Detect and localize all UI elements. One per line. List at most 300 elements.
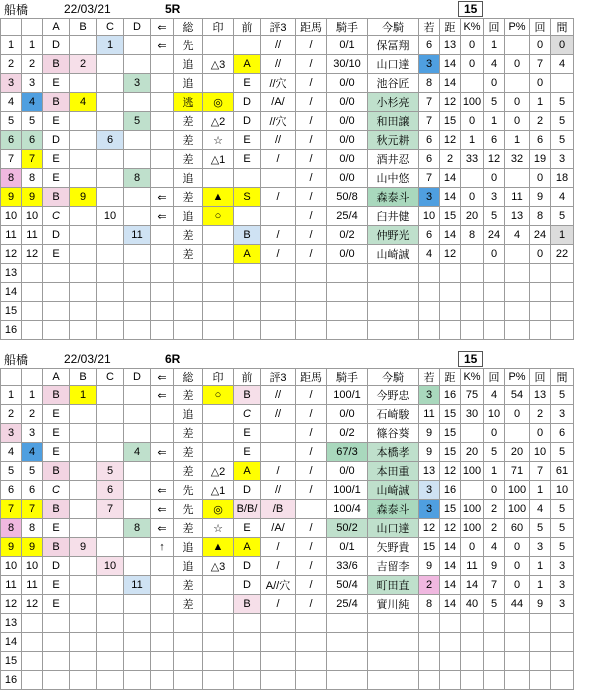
- table-row[interactable]: [1, 633, 574, 652]
- cell-n1: 10: [1, 207, 22, 226]
- cell-B: 1: [70, 386, 97, 405]
- cell-p: 54: [505, 386, 530, 405]
- cell-kyo: 16: [440, 386, 461, 405]
- cell-kan: [551, 302, 574, 321]
- cell-kai2: 7: [530, 462, 551, 481]
- table-row[interactable]: [1, 321, 574, 340]
- cell-kai2: 3: [530, 538, 551, 557]
- cell-shirushi: ☆: [203, 131, 234, 150]
- cell-ar: [151, 169, 174, 188]
- table-row[interactable]: [1, 481, 574, 500]
- cell-kyo: 15: [440, 405, 461, 424]
- cell-kai: 0: [484, 74, 505, 93]
- table-row[interactable]: [1, 207, 574, 226]
- cell-n1: 11: [1, 576, 22, 595]
- cell-kan: 5: [551, 386, 574, 405]
- cell-D: [124, 462, 151, 481]
- cell-kai2: 0: [530, 74, 551, 93]
- cell-C: [97, 576, 124, 595]
- cell-kishu: [327, 283, 368, 302]
- cell-A: D: [43, 131, 70, 150]
- cell-A: [43, 302, 70, 321]
- cell-k: 0: [461, 36, 484, 55]
- cell-k: [461, 424, 484, 443]
- cell-shirushi: ◎: [203, 93, 234, 112]
- cell-D: [124, 245, 151, 264]
- cell-kai: 2: [484, 519, 505, 538]
- cell-B: [70, 557, 97, 576]
- cell-waka: 7: [419, 93, 440, 112]
- cell-n1: 11: [1, 226, 22, 245]
- cell-kyori: /: [296, 188, 327, 207]
- cell-D: [124, 557, 151, 576]
- table-row[interactable]: [1, 93, 574, 112]
- table-row[interactable]: [1, 245, 574, 264]
- cell-mae: E: [234, 519, 261, 538]
- column-header-shirushi: 印: [203, 369, 234, 386]
- cell-kyo: 15: [440, 500, 461, 519]
- cell-shirushi: [203, 302, 234, 321]
- cell-sou: 追: [174, 74, 203, 93]
- cell-B: [70, 321, 97, 340]
- cell-shirushi: ◎: [203, 500, 234, 519]
- cell-kan: [551, 321, 574, 340]
- cell-kyo: [440, 264, 461, 283]
- cell-waka: 15: [419, 538, 440, 557]
- cell-C: 7: [97, 500, 124, 519]
- cell-A: [43, 614, 70, 633]
- cell-sou: 追: [174, 207, 203, 226]
- table-row[interactable]: [1, 424, 574, 443]
- cell-n2: 3: [22, 74, 43, 93]
- cell-p: 60: [505, 519, 530, 538]
- cell-mae: E: [234, 150, 261, 169]
- cell-B: [70, 614, 97, 633]
- cell-kai2: 1: [530, 576, 551, 595]
- column-header-D: D: [124, 19, 151, 36]
- cell-kishu: 30/10: [327, 55, 368, 74]
- column-header-kai: 回: [484, 19, 505, 36]
- cell-waka: 13: [419, 462, 440, 481]
- cell-imakishu: 森泰斗: [368, 500, 419, 519]
- cell-kai2: 0: [530, 169, 551, 188]
- cell-kyori: /: [296, 405, 327, 424]
- cell-kishu: 0/0: [327, 150, 368, 169]
- cell-kishu: [327, 671, 368, 690]
- cell-kai: 5: [484, 595, 505, 614]
- cell-kyori: [296, 283, 327, 302]
- cell-kan: 5: [551, 538, 574, 557]
- cell-hyo: [261, 652, 296, 671]
- cell-A: B: [43, 188, 70, 207]
- table-row[interactable]: [1, 74, 574, 93]
- cell-kishu: [327, 652, 368, 671]
- cell-kyo: 12: [440, 131, 461, 150]
- cell-sou: 追: [174, 55, 203, 74]
- cell-C: [97, 283, 124, 302]
- table-row[interactable]: [1, 36, 574, 55]
- cell-waka: 7: [419, 112, 440, 131]
- column-header-k: K%: [461, 19, 484, 36]
- cell-n2: 6: [22, 131, 43, 150]
- cell-waka: 4: [419, 245, 440, 264]
- table-row[interactable]: [1, 226, 574, 245]
- cell-B: [70, 443, 97, 462]
- cell-kai2: 0: [530, 245, 551, 264]
- cell-A: [43, 321, 70, 340]
- cell-shirushi: ☆: [203, 519, 234, 538]
- table-row[interactable]: [1, 519, 574, 538]
- cell-kyori: /: [296, 443, 327, 462]
- cell-n1: 13: [1, 614, 22, 633]
- cell-D: [124, 405, 151, 424]
- cell-kyo: [440, 633, 461, 652]
- race-date: 22/03/21: [64, 2, 111, 16]
- cell-kai: [484, 283, 505, 302]
- cell-kyo: 12: [440, 462, 461, 481]
- column-header-B: B: [70, 19, 97, 36]
- cell-hyo: [261, 283, 296, 302]
- cell-kyo: 14: [440, 74, 461, 93]
- cell-kyori: /: [296, 538, 327, 557]
- cell-D: 5: [124, 112, 151, 131]
- cell-D: [124, 614, 151, 633]
- race-date: 22/03/21: [64, 352, 111, 366]
- cell-n1: 6: [1, 481, 22, 500]
- cell-shirushi: [203, 633, 234, 652]
- cell-mae: E: [234, 424, 261, 443]
- cell-sou: 差: [174, 131, 203, 150]
- cell-imakishu: 臼井健: [368, 207, 419, 226]
- cell-k: [461, 169, 484, 188]
- table-row[interactable]: [1, 131, 574, 150]
- race-header: [0, 0, 609, 18]
- cell-sou: 先: [174, 36, 203, 55]
- cell-B: [70, 131, 97, 150]
- cell-D: [124, 652, 151, 671]
- cell-kan: [551, 614, 574, 633]
- cell-B: [70, 519, 97, 538]
- cell-kyo: 14: [440, 188, 461, 207]
- table-row[interactable]: [1, 112, 574, 131]
- cell-n1: 3: [1, 74, 22, 93]
- column-header-n2: [22, 369, 43, 386]
- table-row[interactable]: [1, 405, 574, 424]
- cell-n2: 2: [22, 405, 43, 424]
- cell-imakishu: 山崎誠: [368, 481, 419, 500]
- table-row[interactable]: [1, 576, 574, 595]
- cell-A: [43, 264, 70, 283]
- cell-n2: 10: [22, 557, 43, 576]
- cell-n1: 13: [1, 264, 22, 283]
- cell-kyo: [440, 652, 461, 671]
- cell-mae: [234, 207, 261, 226]
- cell-B: [70, 36, 97, 55]
- cell-kishu: 0/0: [327, 131, 368, 150]
- cell-kan: 5: [551, 443, 574, 462]
- cell-mae: B: [234, 595, 261, 614]
- cell-hyo: [261, 264, 296, 283]
- cell-kan: [551, 283, 574, 302]
- cell-n1: 2: [1, 55, 22, 74]
- cell-kyori: [296, 302, 327, 321]
- cell-hyo: /: [261, 245, 296, 264]
- cell-k: [461, 481, 484, 500]
- race-block: [0, 350, 609, 690]
- cell-hyo: [261, 671, 296, 690]
- cell-kai2: [530, 321, 551, 340]
- cell-p: 44: [505, 595, 530, 614]
- cell-kishu: 0/2: [327, 424, 368, 443]
- table-row[interactable]: [1, 557, 574, 576]
- table-row[interactable]: [1, 538, 574, 557]
- cell-ar: [151, 614, 174, 633]
- cell-shirushi: [203, 74, 234, 93]
- cell-ar: [151, 462, 174, 481]
- cell-kai2: [530, 633, 551, 652]
- cell-imakishu: 池谷匠: [368, 74, 419, 93]
- cell-kishu: [327, 321, 368, 340]
- cell-n1: 5: [1, 462, 22, 481]
- cell-waka: 9: [419, 424, 440, 443]
- cell-mae: [234, 652, 261, 671]
- cell-imakishu: 本田重: [368, 462, 419, 481]
- cell-sou: 追: [174, 169, 203, 188]
- cell-kai: [484, 652, 505, 671]
- cell-n2: 5: [22, 112, 43, 131]
- race-block: [0, 0, 609, 340]
- cell-B: [70, 576, 97, 595]
- table-row[interactable]: [1, 188, 574, 207]
- cell-A: E: [43, 245, 70, 264]
- cell-A: B: [43, 500, 70, 519]
- table-row[interactable]: [1, 652, 574, 671]
- cell-B: [70, 264, 97, 283]
- cell-mae: B/B/: [234, 500, 261, 519]
- cell-ar: ⇐: [151, 207, 174, 226]
- cell-n1: 14: [1, 283, 22, 302]
- cell-imakishu: [368, 264, 419, 283]
- cell-kyori: /: [296, 595, 327, 614]
- cell-waka: 9: [419, 557, 440, 576]
- cell-imakishu: 小杉亮: [368, 93, 419, 112]
- cell-waka: [419, 614, 440, 633]
- cell-C: 1: [97, 36, 124, 55]
- cell-ar: [151, 150, 174, 169]
- cell-n2: 11: [22, 226, 43, 245]
- cell-C: [97, 538, 124, 557]
- cell-kishu: [327, 264, 368, 283]
- column-header-D: D: [124, 369, 151, 386]
- cell-kai2: 6: [530, 131, 551, 150]
- cell-D: [124, 633, 151, 652]
- cell-kai2: 8: [530, 207, 551, 226]
- cell-kai: 12: [484, 150, 505, 169]
- cell-imakishu: 和田譲: [368, 112, 419, 131]
- cell-sou: 追: [174, 405, 203, 424]
- cell-p: 0: [505, 538, 530, 557]
- cell-kai2: 2: [530, 405, 551, 424]
- cell-shirushi: [203, 283, 234, 302]
- cell-imakishu: [368, 671, 419, 690]
- cell-sou: 先: [174, 500, 203, 519]
- cell-hyo: [261, 633, 296, 652]
- cell-imakishu: 今野忠: [368, 386, 419, 405]
- cell-kai: 5: [484, 207, 505, 226]
- race-count-badge: 15: [458, 1, 483, 17]
- cell-D: [124, 671, 151, 690]
- cell-p: 71: [505, 462, 530, 481]
- cell-kai: 24: [484, 226, 505, 245]
- cell-kyo: 15: [440, 207, 461, 226]
- table-row[interactable]: [1, 500, 574, 519]
- cell-kishu: 0/1: [327, 538, 368, 557]
- cell-D: 8: [124, 169, 151, 188]
- table-row[interactable]: [1, 302, 574, 321]
- cell-n2: 6: [22, 481, 43, 500]
- table-row[interactable]: [1, 55, 574, 74]
- table-row[interactable]: [1, 283, 574, 302]
- cell-hyo: /A/: [261, 93, 296, 112]
- cell-kan: 3: [551, 405, 574, 424]
- cell-n2: [22, 614, 43, 633]
- cell-kyo: [440, 671, 461, 690]
- cell-D: [124, 481, 151, 500]
- cell-B: 9: [70, 538, 97, 557]
- cell-p: [505, 36, 530, 55]
- column-header-ar: ⇐: [151, 369, 174, 386]
- cell-kishu: 50/2: [327, 519, 368, 538]
- cell-n2: 7: [22, 150, 43, 169]
- cell-shirushi: [203, 226, 234, 245]
- cell-B: [70, 74, 97, 93]
- cell-A: C: [43, 207, 70, 226]
- cell-p: [505, 74, 530, 93]
- cell-kai2: 10: [530, 443, 551, 462]
- cell-ar: ⇐: [151, 481, 174, 500]
- column-header-n1: [1, 369, 22, 386]
- cell-D: [124, 93, 151, 112]
- cell-mae: E: [234, 74, 261, 93]
- cell-kai2: 2: [530, 112, 551, 131]
- cell-mae: E: [234, 443, 261, 462]
- cell-kyori: /: [296, 245, 327, 264]
- cell-p: [505, 245, 530, 264]
- cell-C: [97, 245, 124, 264]
- column-header-hyo: 評3: [261, 369, 296, 386]
- cell-kishu: 0/0: [327, 245, 368, 264]
- cell-imakishu: 實川純: [368, 595, 419, 614]
- cell-waka: [419, 283, 440, 302]
- cell-kai: 5: [484, 443, 505, 462]
- cell-n2: 9: [22, 538, 43, 557]
- table-row[interactable]: [1, 169, 574, 188]
- column-header-p: P%: [505, 19, 530, 36]
- cell-kan: 5: [551, 131, 574, 150]
- cell-kan: 5: [551, 519, 574, 538]
- cell-k: [461, 652, 484, 671]
- cell-kishu: 0/0: [327, 405, 368, 424]
- cell-ar: [151, 302, 174, 321]
- cell-shirushi: [203, 36, 234, 55]
- table-row[interactable]: [1, 443, 574, 462]
- cell-n1: 14: [1, 633, 22, 652]
- cell-n1: 12: [1, 595, 22, 614]
- cell-sou: 差: [174, 188, 203, 207]
- table-row[interactable]: [1, 462, 574, 481]
- cell-D: [124, 595, 151, 614]
- cell-imakishu: 保冨翔: [368, 36, 419, 55]
- cell-kan: 3: [551, 576, 574, 595]
- cell-waka: 8: [419, 595, 440, 614]
- cell-n1: 9: [1, 538, 22, 557]
- cell-waka: 8: [419, 74, 440, 93]
- table-row[interactable]: [1, 595, 574, 614]
- cell-kai: 6: [484, 131, 505, 150]
- cell-waka: 11: [419, 405, 440, 424]
- cell-ar: [151, 245, 174, 264]
- cell-D: [124, 283, 151, 302]
- cell-kan: 3: [551, 595, 574, 614]
- column-header-shirushi: 印: [203, 19, 234, 36]
- cell-shirushi: [203, 321, 234, 340]
- cell-kyori: /: [296, 93, 327, 112]
- column-header-n2: [22, 19, 43, 36]
- cell-B: [70, 652, 97, 671]
- cell-sou: 差: [174, 226, 203, 245]
- cell-p: 0: [505, 93, 530, 112]
- cell-mae: A: [234, 462, 261, 481]
- cell-sou: 差: [174, 519, 203, 538]
- cell-D: [124, 207, 151, 226]
- cell-sou: 差: [174, 386, 203, 405]
- cell-n2: 12: [22, 595, 43, 614]
- cell-D: 8: [124, 519, 151, 538]
- cell-kyori: /: [296, 55, 327, 74]
- cell-C: [97, 443, 124, 462]
- cell-kan: 61: [551, 462, 574, 481]
- cell-n2: [22, 321, 43, 340]
- table-row[interactable]: [1, 614, 574, 633]
- cell-kishu: 0/0: [327, 462, 368, 481]
- cell-ar: [151, 321, 174, 340]
- cell-kishu: [327, 302, 368, 321]
- cell-hyo: /A/: [261, 519, 296, 538]
- table-row[interactable]: [1, 150, 574, 169]
- cell-B: [70, 302, 97, 321]
- cell-kyori: /: [296, 131, 327, 150]
- cell-kyori: /: [296, 74, 327, 93]
- cell-kai: 5: [484, 93, 505, 112]
- cell-shirushi: [203, 443, 234, 462]
- cell-A: E: [43, 443, 70, 462]
- column-header-sou: 総: [174, 19, 203, 36]
- cell-kyo: 15: [440, 112, 461, 131]
- cell-ar: ⇐: [151, 188, 174, 207]
- cell-p: [505, 424, 530, 443]
- cell-shirushi: [203, 405, 234, 424]
- table-row[interactable]: [1, 671, 574, 690]
- cell-B: [70, 283, 97, 302]
- cell-n1: 9: [1, 188, 22, 207]
- table-row[interactable]: [1, 264, 574, 283]
- column-header-kan: 間: [551, 369, 574, 386]
- table-row[interactable]: [1, 386, 574, 405]
- cell-hyo: /: [261, 538, 296, 557]
- cell-n2: 1: [22, 36, 43, 55]
- cell-k: 30: [461, 405, 484, 424]
- cell-ar: [151, 264, 174, 283]
